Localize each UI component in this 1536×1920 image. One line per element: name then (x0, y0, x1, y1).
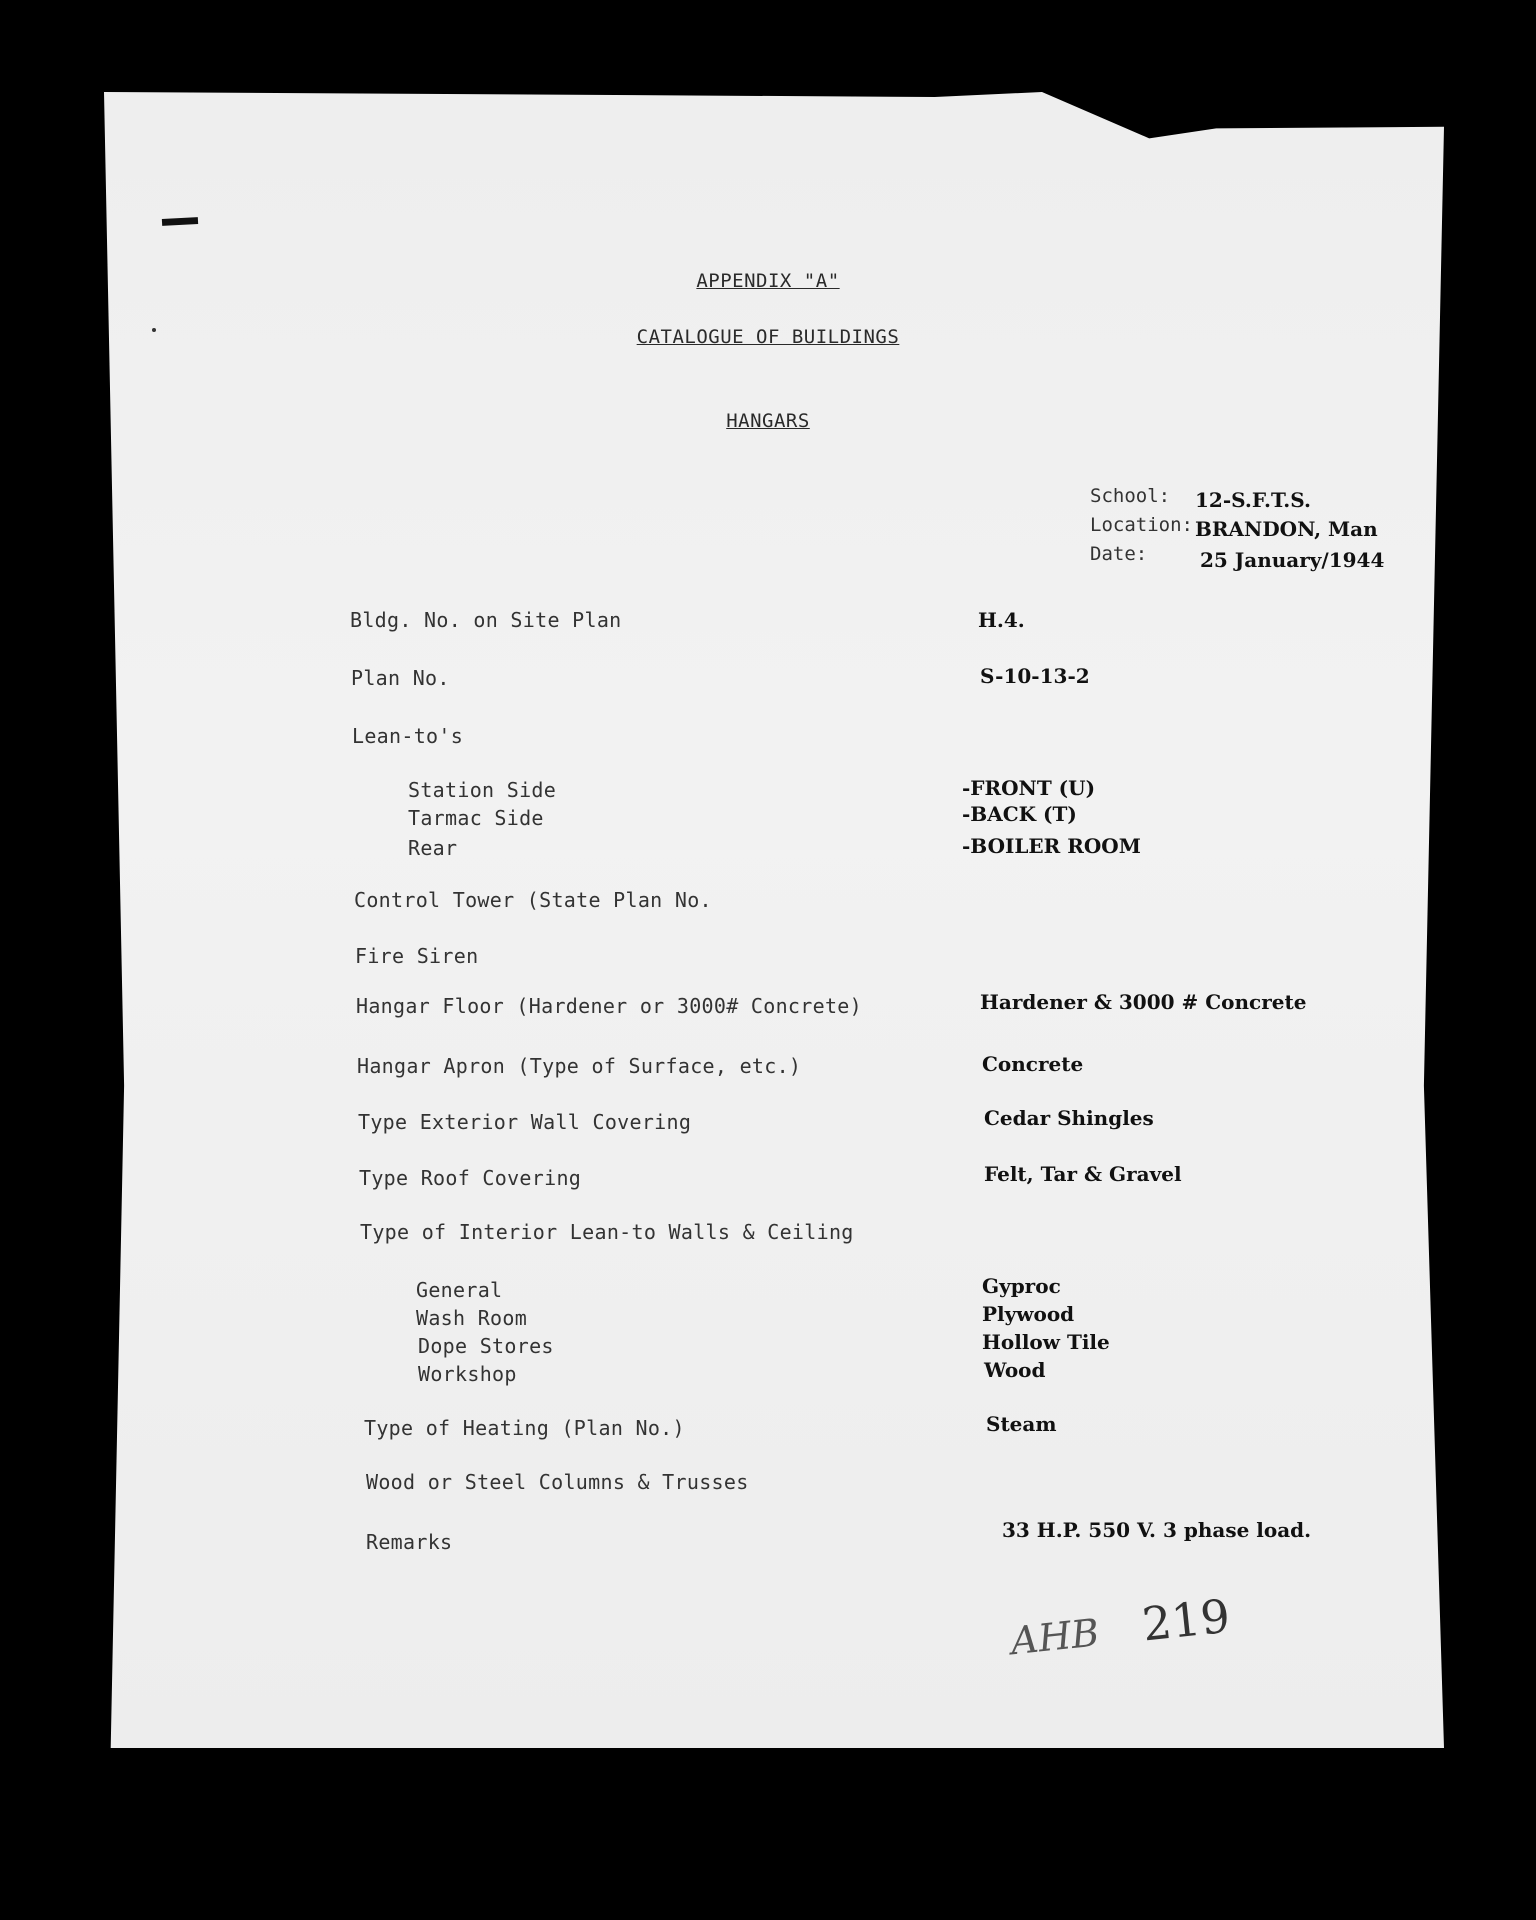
row-value: -FRONT (U) (962, 776, 1096, 800)
catalogue-heading: CATALOGUE OF BUILDINGS (636, 326, 900, 348)
school-value: 12-S.F.T.S. (1195, 488, 1311, 512)
school-label: School: (1090, 485, 1171, 507)
row-value: Steam (986, 1412, 1057, 1436)
location-label: Location: (1090, 514, 1193, 536)
row-label: Lean-to's (352, 724, 464, 748)
row-label: Type Exterior Wall Covering (358, 1110, 692, 1134)
row-label: Remarks (366, 1530, 453, 1554)
header-block (1090, 482, 1385, 572)
handwritten-number: 219 (1139, 1588, 1233, 1652)
row-label: Rear (408, 836, 458, 860)
appendix-heading: APPENDIX "A" (696, 270, 840, 292)
row-label: Workshop (418, 1362, 517, 1386)
row-value: 33 H.P. 550 V. 3 phase load. (1002, 1518, 1312, 1542)
row-label: Bldg. No. on Site Plan (350, 608, 622, 632)
row-label: Plan No. (351, 666, 450, 690)
row-value: -BOILER ROOM (962, 834, 1141, 858)
row-value: Wood (984, 1358, 1046, 1382)
row-value: Plywood (982, 1302, 1075, 1326)
location-row (1090, 511, 1378, 541)
row-value: Concrete (982, 1052, 1084, 1076)
row-label: Tarmac Side (408, 806, 544, 830)
location-value: BRANDON, Man (1195, 517, 1378, 541)
row-label: Type of Heating (Plan No.) (364, 1416, 685, 1440)
row-label: Wood or Steel Columns & Trusses (366, 1470, 749, 1494)
row-label: Type of Interior Lean-to Walls & Ceiling (360, 1220, 854, 1244)
date-label: Date: (1090, 543, 1148, 565)
date-row (1090, 540, 1385, 572)
school-row (1090, 482, 1311, 512)
row-label: Hangar Floor (Hardener or 3000# Concrete) (356, 994, 862, 1018)
row-label: Control Tower (State Plan No. (354, 888, 712, 912)
date-value: 25 January/1944 (1200, 548, 1385, 572)
handwritten-initials: AHB (1008, 1610, 1102, 1664)
row-label: General (416, 1278, 503, 1302)
row-value: Felt, Tar & Gravel (984, 1162, 1182, 1186)
row-value: Cedar Shingles (984, 1106, 1154, 1130)
row-label: Hangar Apron (Type of Surface, etc.) (357, 1054, 802, 1078)
row-value: H.4. (978, 608, 1025, 632)
row-label: Dope Stores (418, 1334, 554, 1358)
row-label: Station Side (408, 778, 557, 802)
row-label: Fire Siren (355, 944, 479, 968)
row-value: S-10-13-2 (980, 664, 1090, 688)
row-value: Gyproc (982, 1274, 1061, 1298)
row-value: Hollow Tile (982, 1330, 1110, 1354)
row-label: Type Roof Covering (359, 1166, 582, 1190)
row-value: -BACK (T) (962, 802, 1077, 826)
row-value: Hardener & 3000 # Concrete (980, 990, 1307, 1014)
row-label: Wash Room (416, 1306, 528, 1330)
section-heading: HANGARS (726, 410, 810, 432)
